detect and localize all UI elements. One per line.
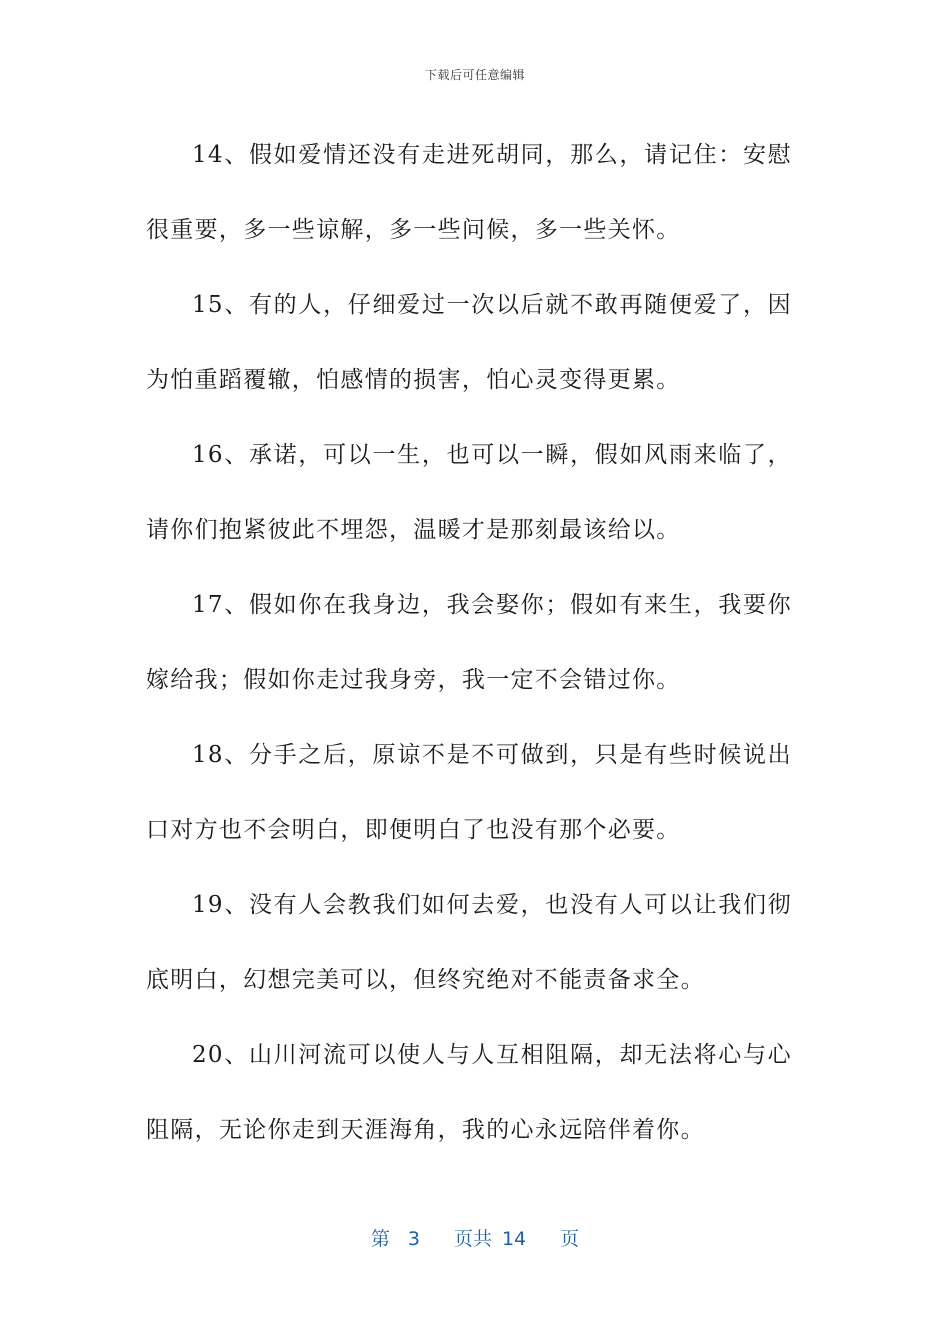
paragraph-14: 14、假如爱情还没有走进死胡同，那么，请记住：安慰很重要，多一些谅解，多一些问候，多一些关怀。 [146,142,792,243]
paragraph-19: 19、没有人会教我们如何去爱，也没有人可以让我们彻底明白，幻想完美可以，但终究绝对不能责备求全。 [146,892,792,993]
footer-prefix: 第 [370,1228,390,1250]
page-footer [0,1224,950,1251]
footer-total-pages: 14 [501,1228,527,1250]
paragraph-17: 17、假如你在我身边，我会娶你；假如有来生，我要你嫁给我；假如你走过我身旁，我一定不会错过你。 [146,592,792,693]
footer-suffix: 页 [560,1228,580,1250]
header-note: 下载后可任意编辑 [424,68,525,82]
document-body [146,118,792,1168]
footer-middle: 页共 [453,1228,492,1250]
footer-current-page: 3 [407,1228,420,1250]
paragraph-20: 20、山川河流可以使人与人互相阻隔，却无法将心与心阻隔，无论你走到天涯海角，我的心永远陪伴着你。 [146,1042,792,1143]
paragraph-15: 15、有的人，仔细爱过一次以后就不敢再随便爱了，因为怕重蹈覆辙，怕感情的损害，怕心灵变得更累。 [146,292,792,393]
paragraph-16: 16、承诺，可以一生，也可以一瞬，假如风雨来临了，请你们抱紧彼此不埋怨，温暖才是那刻最该给以。 [146,442,792,543]
paragraph-18: 18、分手之后，原谅不是不可做到，只是有些时候说出口对方也不会明白，即便明白了也没有那个必要。 [146,742,792,843]
